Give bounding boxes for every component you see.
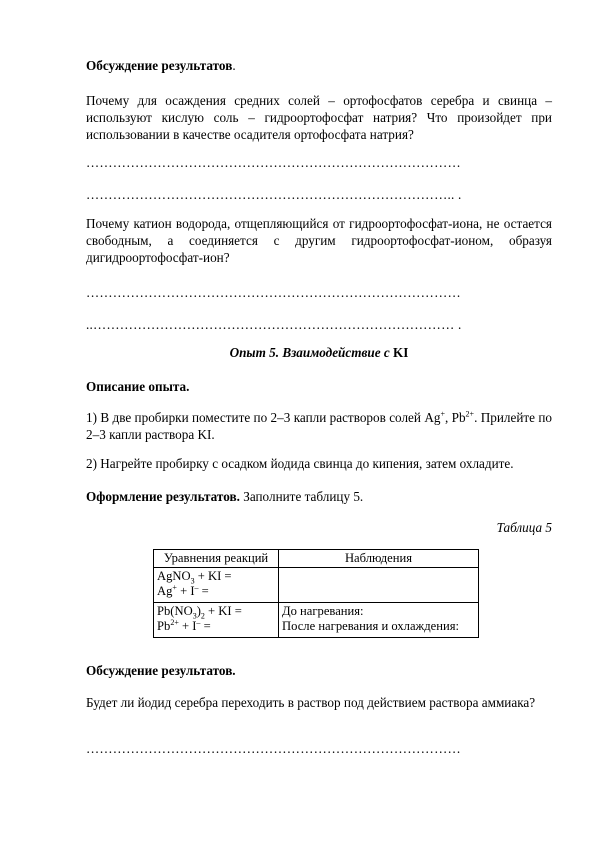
table-header: Наблюдения xyxy=(279,550,479,568)
answer-line[interactable]: ………………………………………………………………………… xyxy=(86,741,461,756)
answer-line[interactable]: ……………………………………………………………………….. . xyxy=(86,187,462,202)
table-cell-observation[interactable] xyxy=(279,568,479,603)
experiment-title: Опыт 5. Взаимодействие с KI xyxy=(229,345,409,360)
table-cell-equation: $Pb(NO_3)_2$ + KI = $Pb^{2+} + I^-$ = xyxy=(154,603,279,638)
answer-line[interactable]: ..……………………………………………………………………… . xyxy=(86,317,462,332)
answer-line[interactable]: ………………………………………………………………………… xyxy=(86,155,461,170)
table-header: Уравнения реакций xyxy=(154,550,279,568)
discussion-heading-2: Обсуждение результатов. xyxy=(86,663,236,678)
table-caption: Таблица 5 xyxy=(496,520,552,535)
description-step-2: 2) Нагрейте пробирку с осадком йодида свинца до кипения, затем охладите. xyxy=(86,456,514,471)
table-header-row xyxy=(154,550,479,568)
discussion-question-2: Почему катион водорода, отщепляющийся от гидроортофосфат-иона, не остается свободным, а соединяется с другим гидроортофосфат-ионом, образуя дигидроортофосфат-ион? xyxy=(86,216,552,265)
discussion-question-3: Будет ли йодид серебра переходить в раствор под действием раствора аммиака? xyxy=(86,695,536,710)
discussion-question-1: Почему для осаждения средних солей – ортофосфатов серебра и свинца – используют кислую соль – гидроортофосфат натрия? Что произойдет при использовании в качестве осадителя ортофосфата натрия? xyxy=(86,93,552,142)
results-instruction: Оформление результатов. Заполните таблицу 5. xyxy=(86,489,364,504)
table-row xyxy=(154,568,479,603)
answer-line[interactable]: ………………………………………………………………………… xyxy=(86,285,461,300)
description-step-1: 1) В две пробирки поместите по 2–3 капли растворов солей Ag+, $Pb^{2+}$. Прилейте по 2–3 капли раствора KI. xyxy=(86,409,553,442)
results-table xyxy=(153,549,479,638)
table-cell-observation[interactable]: До нагревания: После нагревания и охлаждения: xyxy=(279,603,479,638)
table-cell-equation: AgNO$_3$ + KI = Ag+ + I– = xyxy=(154,568,279,603)
table-row xyxy=(154,603,479,638)
discussion-heading: Обсуждение результатов. xyxy=(86,58,236,73)
description-heading: Описание опыта. xyxy=(86,379,190,394)
